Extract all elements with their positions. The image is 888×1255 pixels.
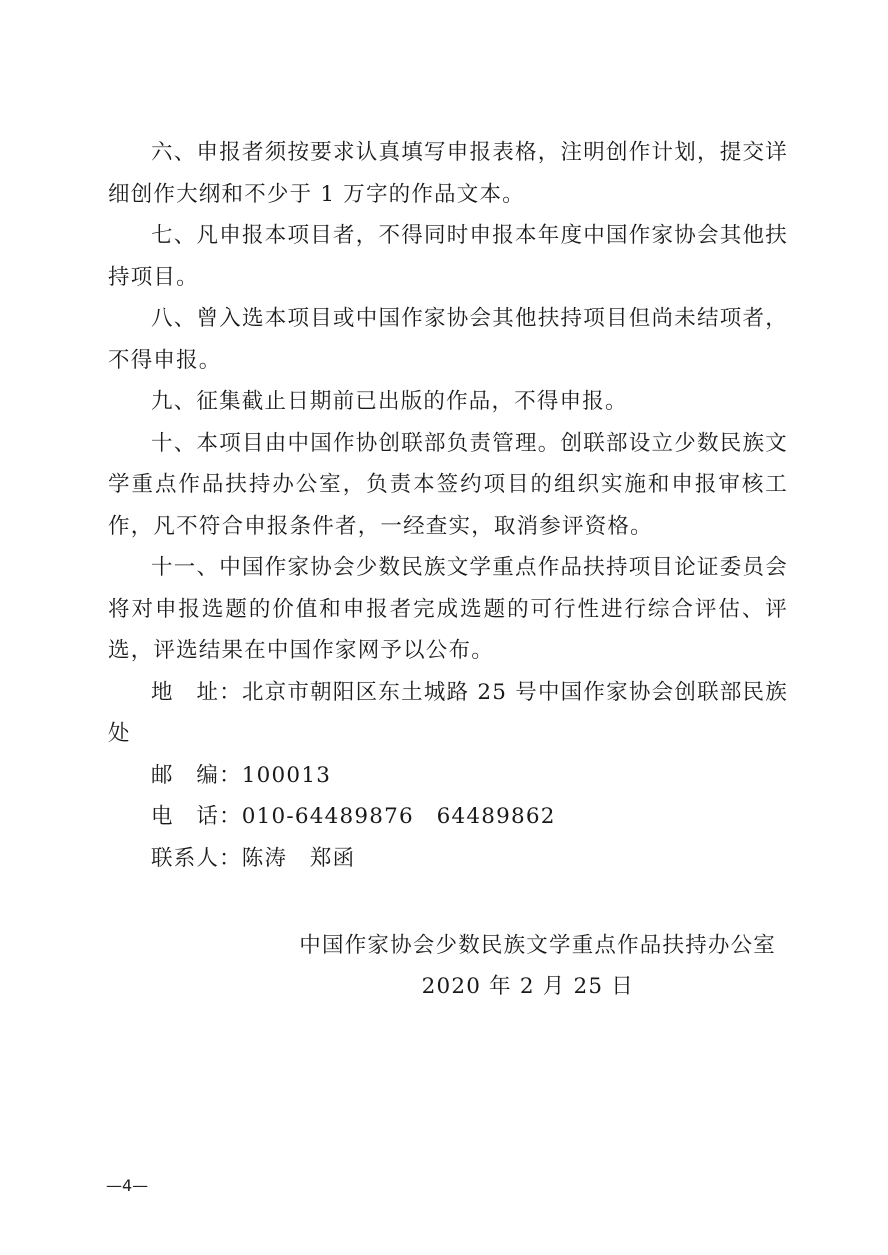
contact-persons: 联系人：陈涛 郑函 (151, 845, 356, 871)
page-number: —4— (106, 1176, 149, 1195)
signature-organization: 中国作家协会少数民族文学重点作品扶持办公室 (299, 933, 776, 958)
paragraph-item-7: 七、凡申报本项目者，不得同时申报本年度中国作家协会其他扶持项目。 (108, 223, 788, 290)
signature-date: 2020 年 2 月 25 日 (421, 974, 634, 999)
contact-postcode: 邮 编：100013 (151, 762, 332, 788)
paragraph-item-11: 十一、中国作家协会少数民族文学重点作品扶持项目论证委员会将对申报选题的价值和申报者完成选题的可行性进行综合评估、评选，评选结果在中国作家网予以公布。 (108, 555, 788, 663)
contact-address: 地 址：北京市朝阳区东土城路 25 号中国作家协会创联部民族处 (108, 679, 788, 746)
signature-block (299, 925, 776, 1007)
contact-phone: 电 话：010-64489876 64489862 (151, 804, 556, 829)
paragraph-item-10: 十、本项目由中国作协创联部负责管理。创联部设立少数民族文学重点作品扶持办公室，负责本签约项目的组织实施和申报审核工作，凡不符合申报条件者，一经查实，取消参评资格。 (108, 430, 788, 539)
paragraph-item-9: 九、征集截止日期前已出版的作品，不得申报。 (151, 389, 628, 414)
paragraph-item-8: 八、曾入选本项目或中国作家协会其他扶持项目但尚未结项者，不得申报。 (108, 306, 788, 373)
paragraph-item-6: 六、申报者须按要求认真填写申报表格，注明创作计划，提交详细创作大纲和不少于 1 万字的作品文本。 (108, 140, 788, 207)
document-body (108, 132, 788, 879)
